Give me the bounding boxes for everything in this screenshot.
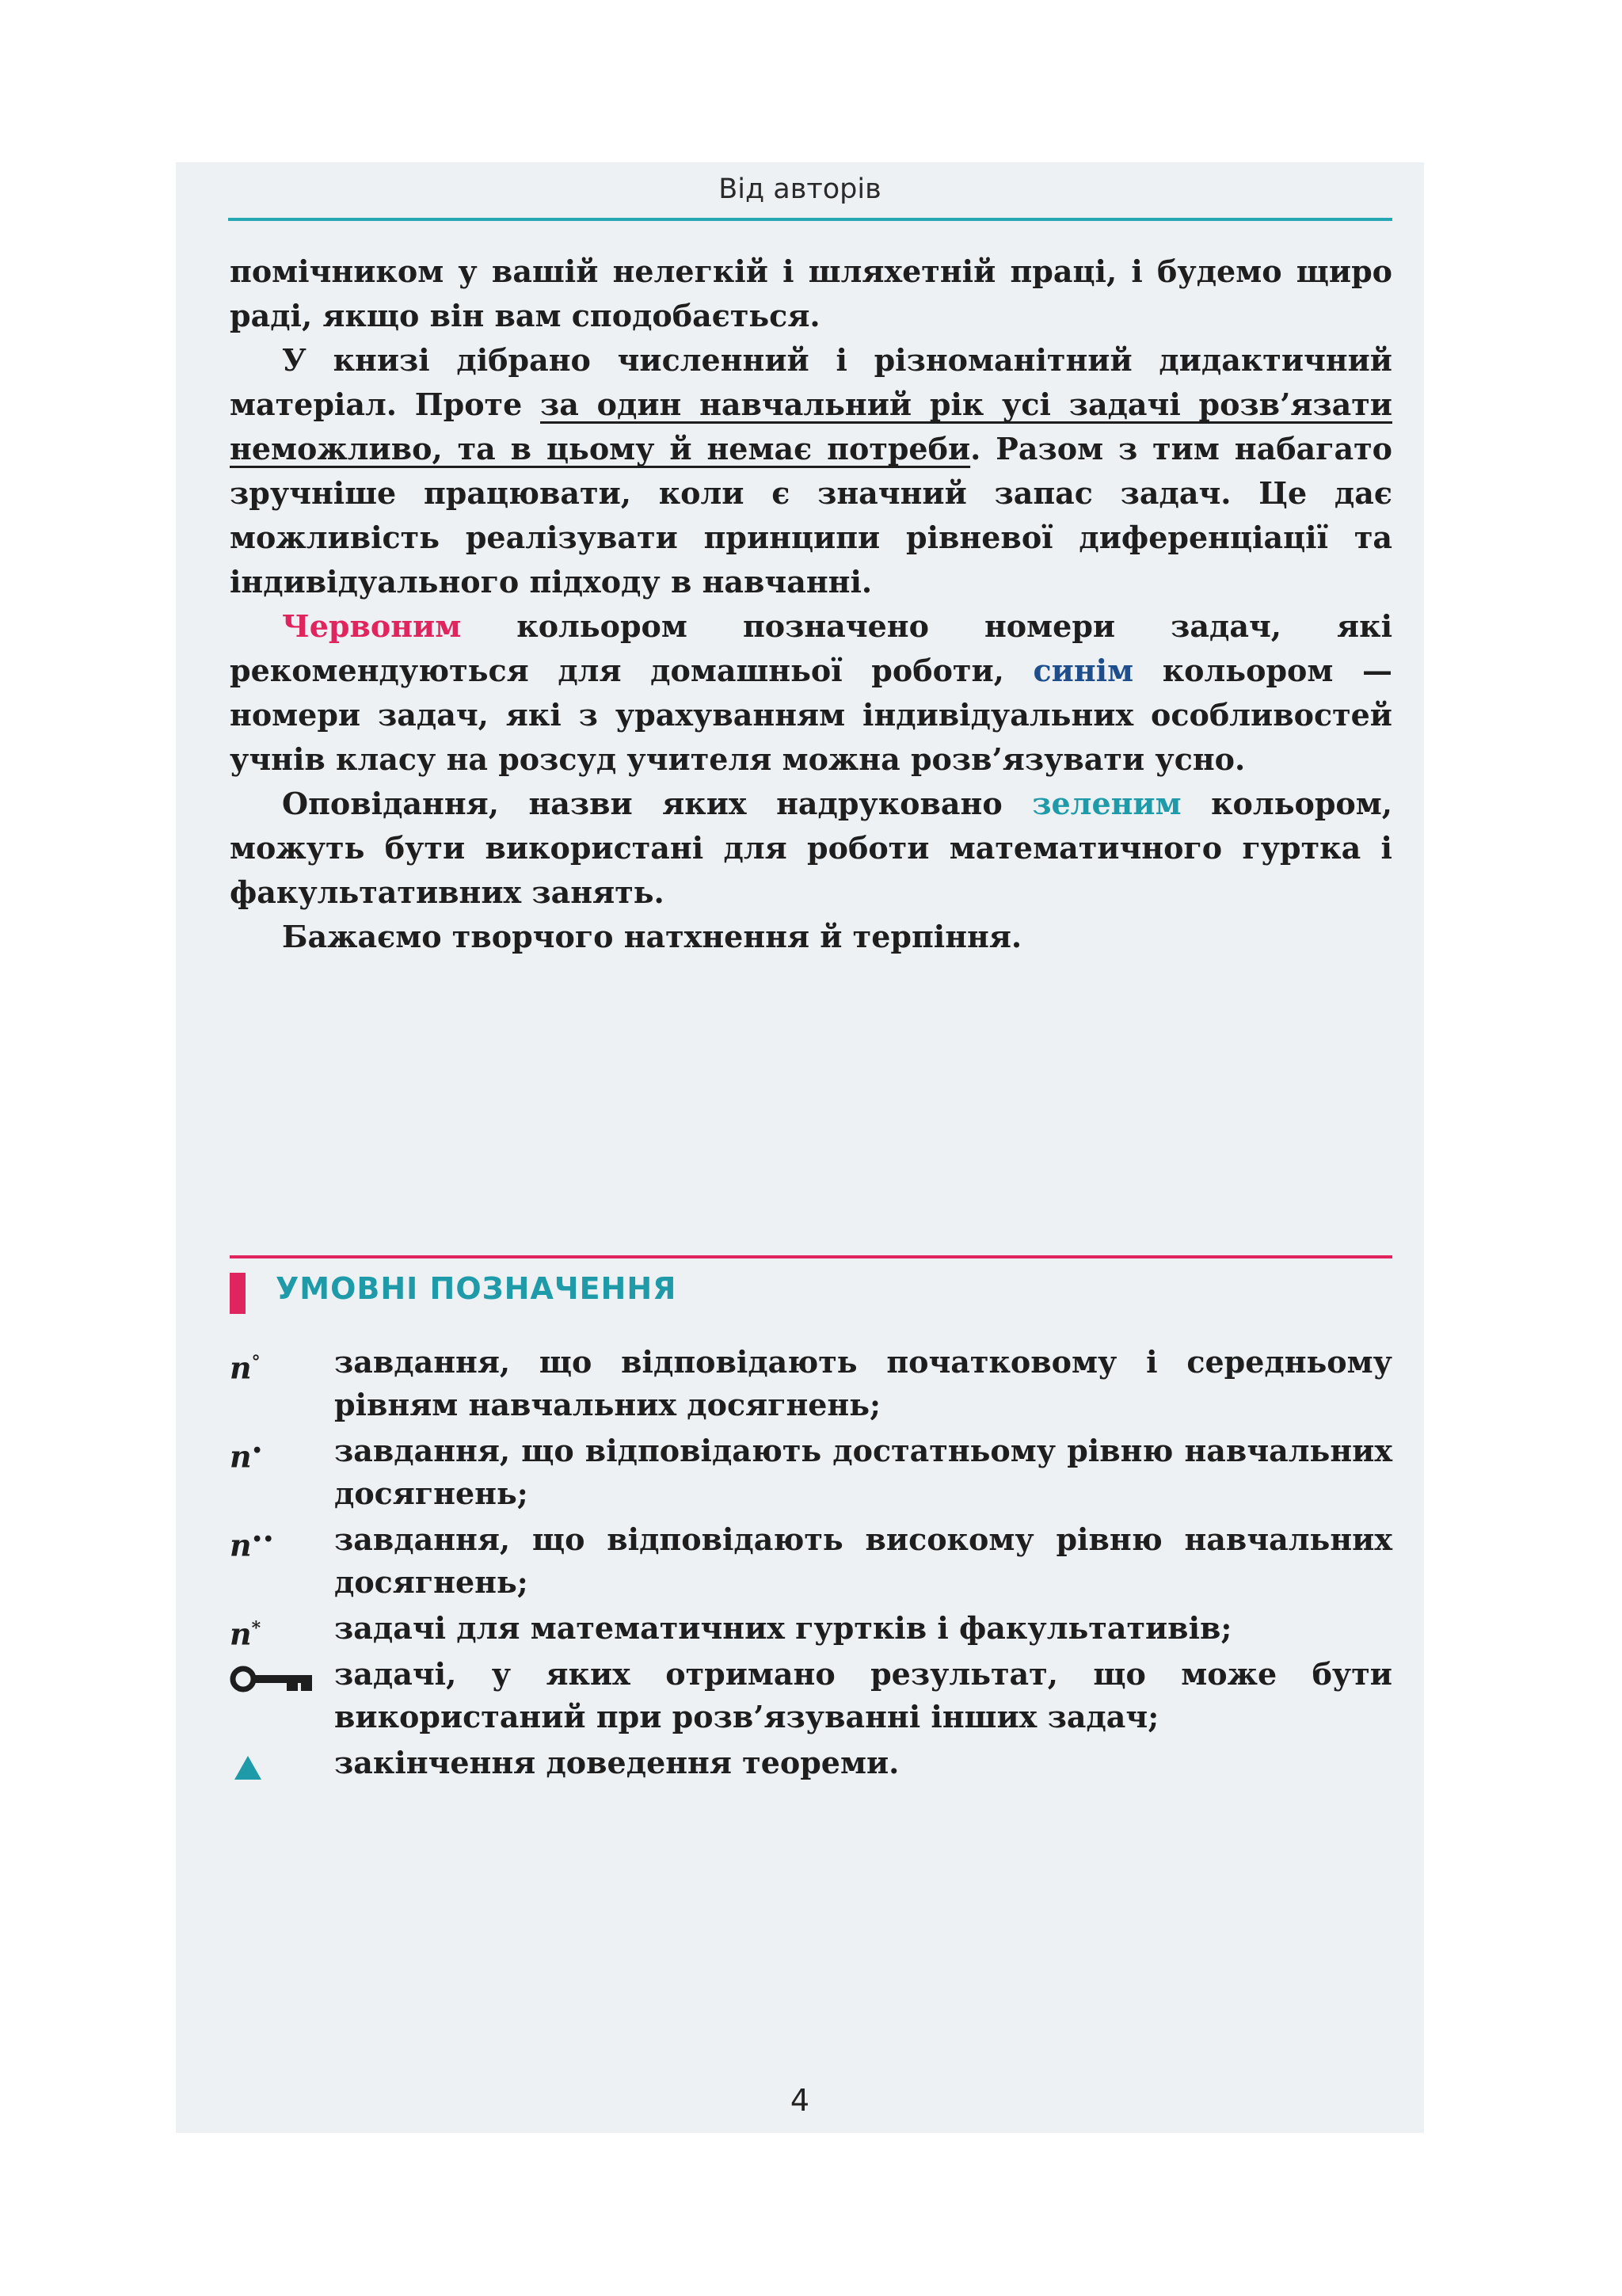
legend-marker: n° [230, 1350, 261, 1386]
running-header: Від авторів [718, 173, 881, 205]
legend-text: закінчення доведення теореми. [334, 1745, 900, 1780]
legend-text: завдання, що відповідають достатньому рівню навчальних досягнень; [334, 1433, 1392, 1511]
legend-item [230, 1341, 1392, 1426]
body-text [230, 249, 1392, 959]
legend-title: УМОВНІ ПОЗНАЧЕННЯ [276, 1271, 677, 1306]
green-keyword: зеленим [1032, 786, 1182, 821]
section-marker-bar [230, 1273, 246, 1314]
legend-item [230, 1607, 1392, 1650]
paragraph-5: Бажаємо творчого натхнення й терпіння. [282, 919, 1022, 954]
paragraph-3-middle: кольором позначено номери задач, які рекомендуються для домашньої роботи, [230, 608, 1392, 688]
paragraph-4 [230, 782, 1392, 915]
legend-list [230, 1341, 1392, 1788]
paragraph-2 [230, 338, 1392, 604]
section-rule [230, 1255, 1392, 1258]
header-rule [228, 218, 1392, 221]
paragraph-1: помічником у вашій нелегкій і шляхетній праці, і будемо щиро раді, якщо він вам сподобається. [230, 253, 1392, 333]
paragraph-2-start: У книзі дібрано численний і різноманітний дидактичний матеріал. Проте [230, 342, 1392, 422]
page-number: 4 [790, 2083, 810, 2118]
blue-keyword: синім [1033, 653, 1134, 688]
legend-text: задачі, у яких отримано результат, що може бути використаний при розв’язуванні інших задач; [334, 1656, 1392, 1734]
emphasis-underlined: за один навчальний рік усі задачі розв’язати неможливо, та в цьому й немає потреби [230, 386, 1392, 466]
book-page [176, 162, 1424, 2133]
legend-text: задачі для математичних гуртків і факультативів; [334, 1610, 1232, 1646]
key-icon [230, 1661, 318, 1704]
legend-marker: n* [230, 1616, 261, 1652]
legend-item [230, 1430, 1392, 1515]
red-keyword: Червоним [282, 608, 462, 644]
legend-text: завдання, що відповідають високому рівню навчальних досягнень; [334, 1521, 1392, 1600]
paragraph-4-start: Оповідання, назви яких надруковано [282, 786, 1033, 821]
legend-item [230, 1742, 1392, 1784]
paragraph-2-end: . Разом з тим набагато зручніше працювати, коли є значний запас задач. Це дає можливість реалізувати принципи рівневої диференціації та індивідуального підходу в навчанні. [230, 431, 1392, 600]
paragraph-3-end: кольором — номери задач, які з урахуванням індивідуальних особливостей учнів класу на розсуд учителя можна розв’язувати усно. [230, 653, 1392, 777]
triangle-icon [233, 1750, 263, 1792]
legend-marker: n• [230, 1438, 263, 1475]
paragraph-3 [230, 604, 1392, 782]
paragraph-4-end: кольором, можуть бути використані для роботи математичного гуртка і факультативних занять. [230, 786, 1392, 910]
legend-item [230, 1518, 1392, 1604]
legend-marker: n•• [230, 1527, 274, 1563]
legend-item [230, 1653, 1392, 1738]
legend-text: завдання, що відповідають початковому і середньому рівням навчальних досягнень; [334, 1344, 1392, 1422]
